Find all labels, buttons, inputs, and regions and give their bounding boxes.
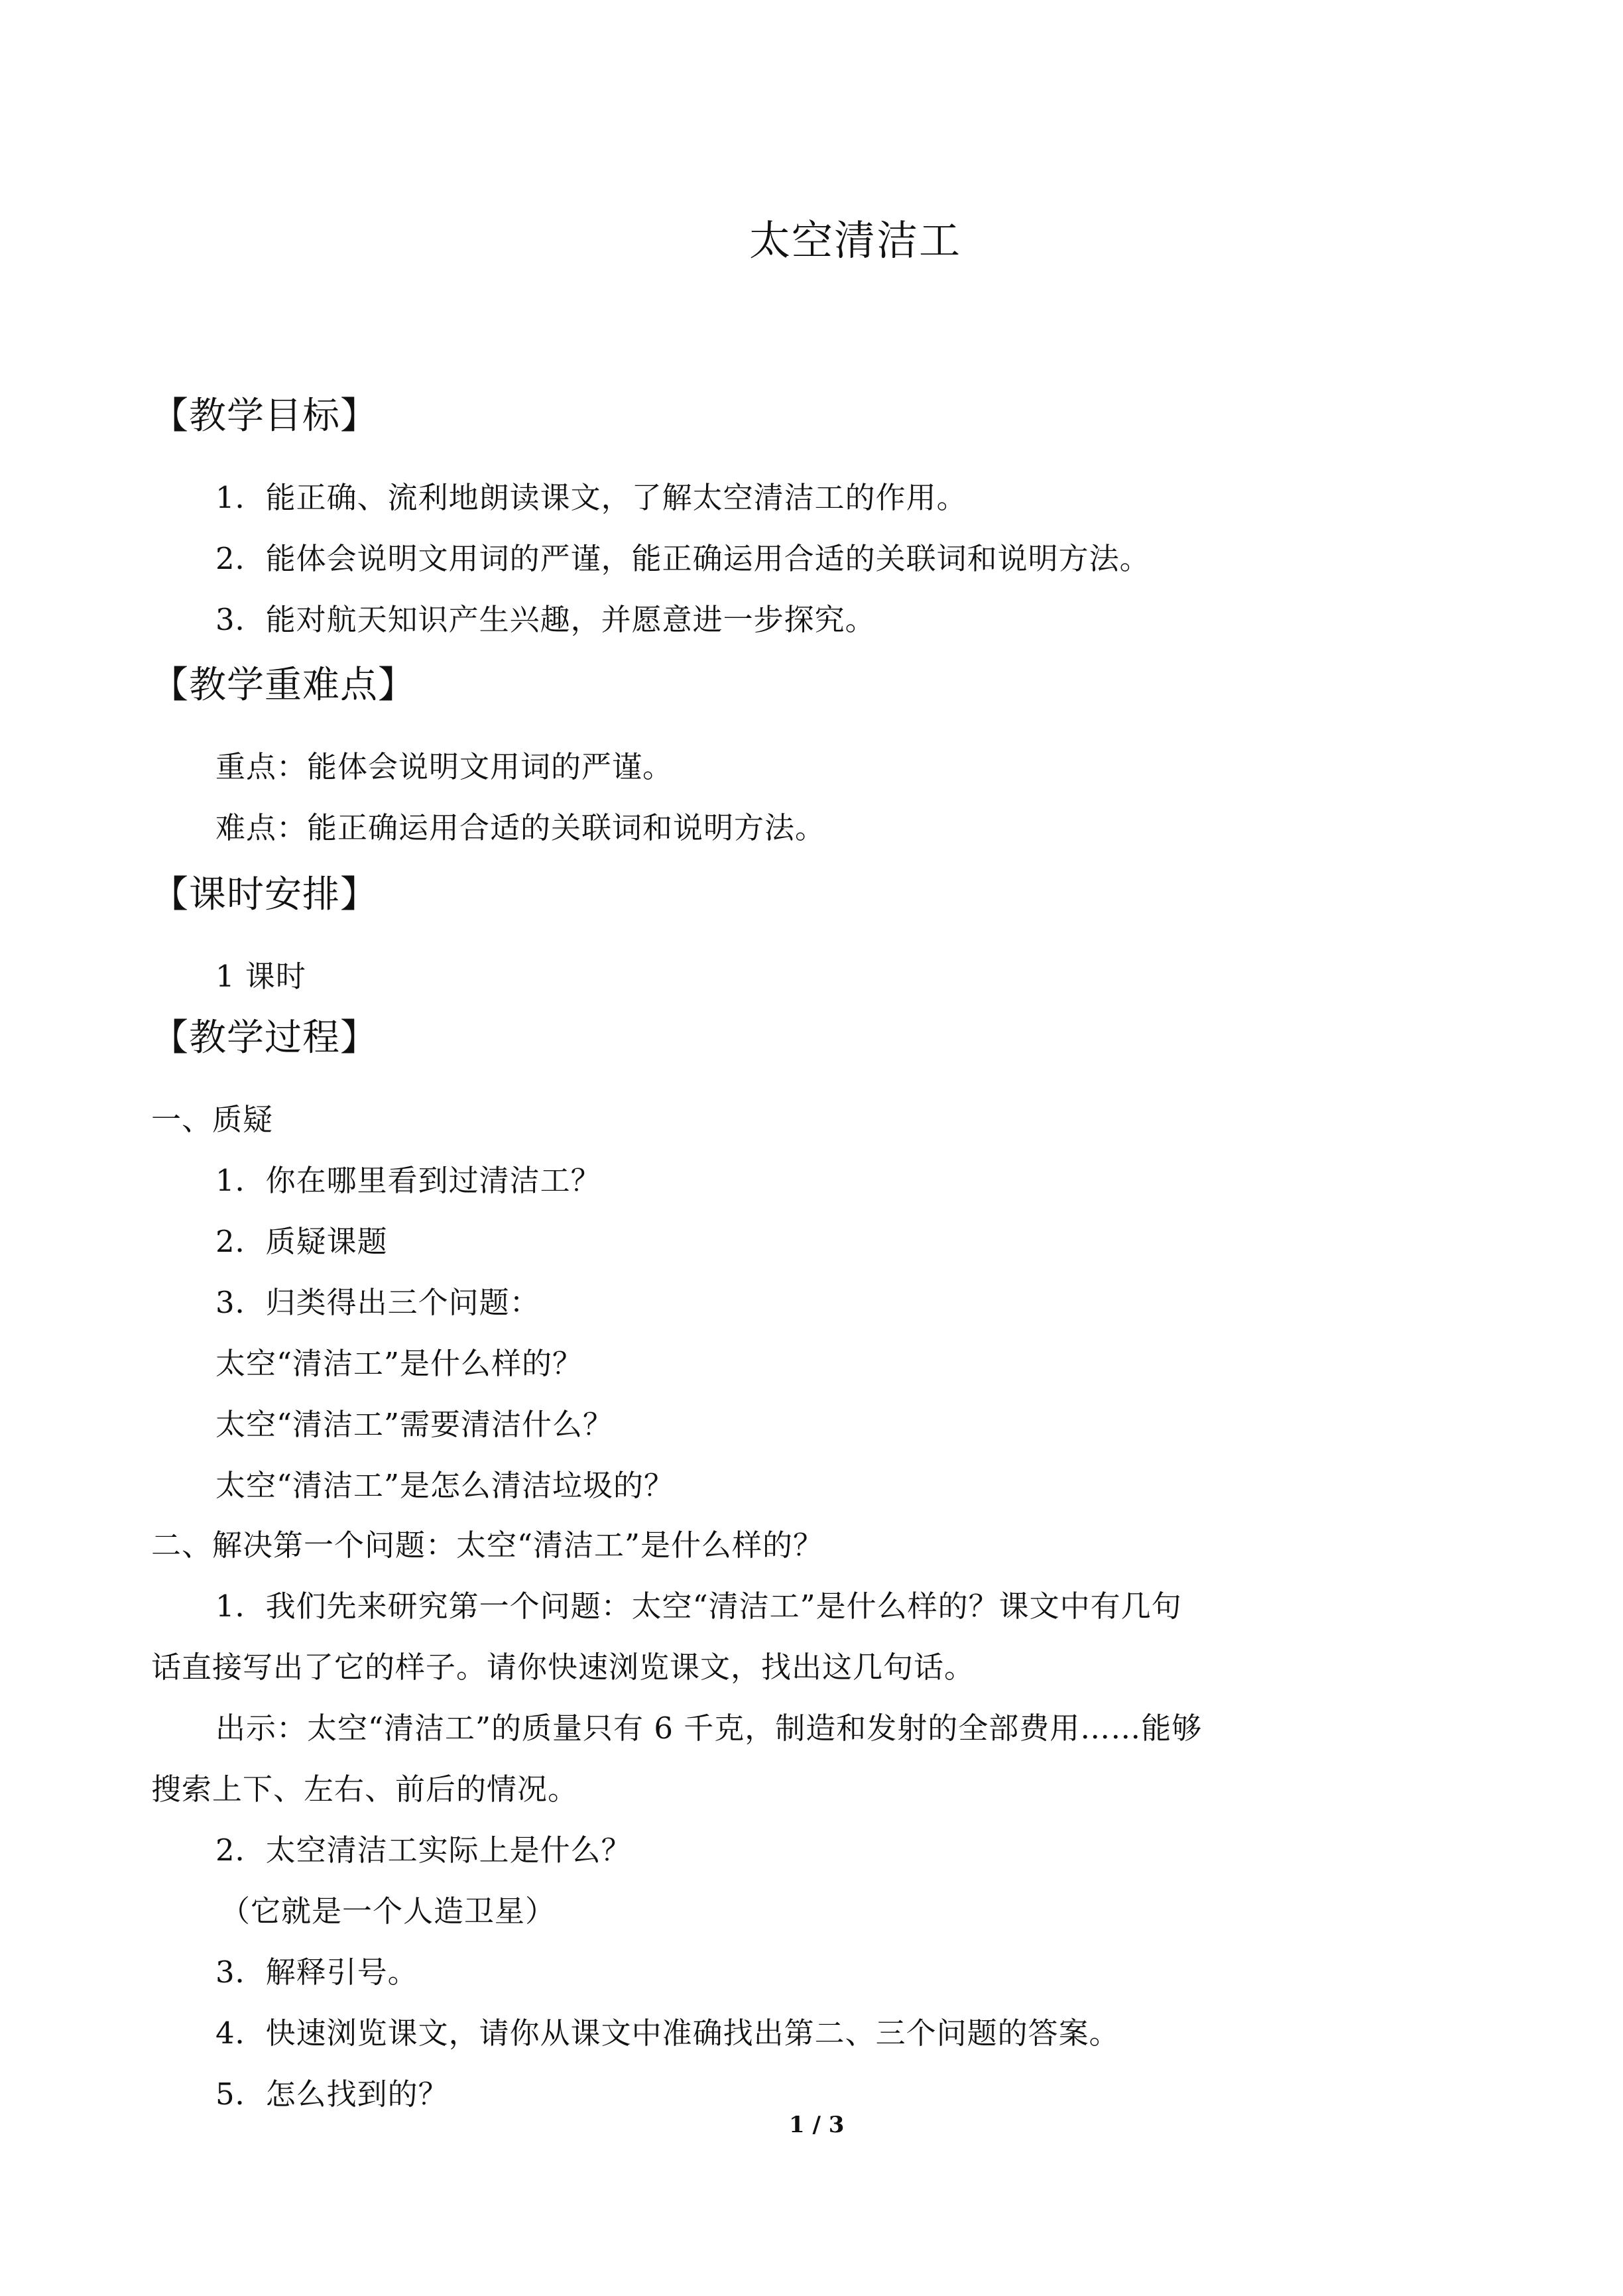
process-line-continuation: 搜索上下、左右、前后的情况。 xyxy=(151,1772,579,1807)
process-line: 5．怎么找到的？ xyxy=(215,2077,449,2112)
goal-item-3: 3．能对航天知识产生兴趣，并愿意进一步探究。 xyxy=(215,602,876,637)
process-step-heading-1: 一、质疑 xyxy=(151,1102,274,1137)
section-heading-schedule: 【课时安排】 xyxy=(151,873,378,916)
process-line: 3．解释引号。 xyxy=(215,1955,418,1990)
process-line: 2．质疑课题 xyxy=(215,1224,388,1259)
section-heading-difficulties: 【教学重难点】 xyxy=(151,664,416,707)
process-line: 1．你在哪里看到过清洁工？ xyxy=(215,1163,601,1198)
page-number: 1 / 3 xyxy=(789,2112,845,2138)
document-title: 太空清洁工 xyxy=(749,216,962,265)
schedule-item: 1 课时 xyxy=(215,959,306,994)
process-question: 太空“清洁工”是怎么清洁垃圾的？ xyxy=(215,1468,675,1503)
goal-item-2: 2．能体会说明文用词的严谨，能正确运用合适的关联词和说明方法。 xyxy=(215,541,1150,576)
goal-item-1: 1．能正确、流利地朗读课文，了解太空清洁工的作用。 xyxy=(215,480,967,515)
process-step-heading-2: 二、解决第一个问题：太空“清洁工”是什么样的？ xyxy=(151,1528,824,1563)
process-answer: （它就是一个人造卫星） xyxy=(220,1894,556,1929)
process-line: 1．我们先来研究第一个问题：太空“清洁工”是什么样的？课文中有几句 xyxy=(215,1589,1182,1624)
process-line: 出示：太空“清洁工”的质量只有 6 千克，制造和发射的全部费用……能够 xyxy=(215,1711,1203,1746)
process-line: 2．太空清洁工实际上是什么？ xyxy=(215,1833,632,1868)
process-line: 4．快速浏览课文，请你从课文中准确找出第二、三个问题的答案。 xyxy=(215,2016,1120,2051)
difficult-point: 难点：能正确运用合适的关联词和说明方法。 xyxy=(215,810,826,845)
key-point: 重点：能体会说明文用词的严谨。 xyxy=(215,749,674,784)
process-question: 太空“清洁工”是什么样的？ xyxy=(215,1346,583,1381)
process-question: 太空“清洁工”需要清洁什么？ xyxy=(215,1407,614,1442)
process-line: 3．归类得出三个问题： xyxy=(215,1285,540,1320)
section-heading-goals: 【教学目标】 xyxy=(151,394,378,438)
process-line-continuation: 话直接写出了它的样子。请你快速浏览课文，找出这几句话。 xyxy=(151,1650,975,1685)
section-heading-process: 【教学过程】 xyxy=(151,1016,378,1059)
